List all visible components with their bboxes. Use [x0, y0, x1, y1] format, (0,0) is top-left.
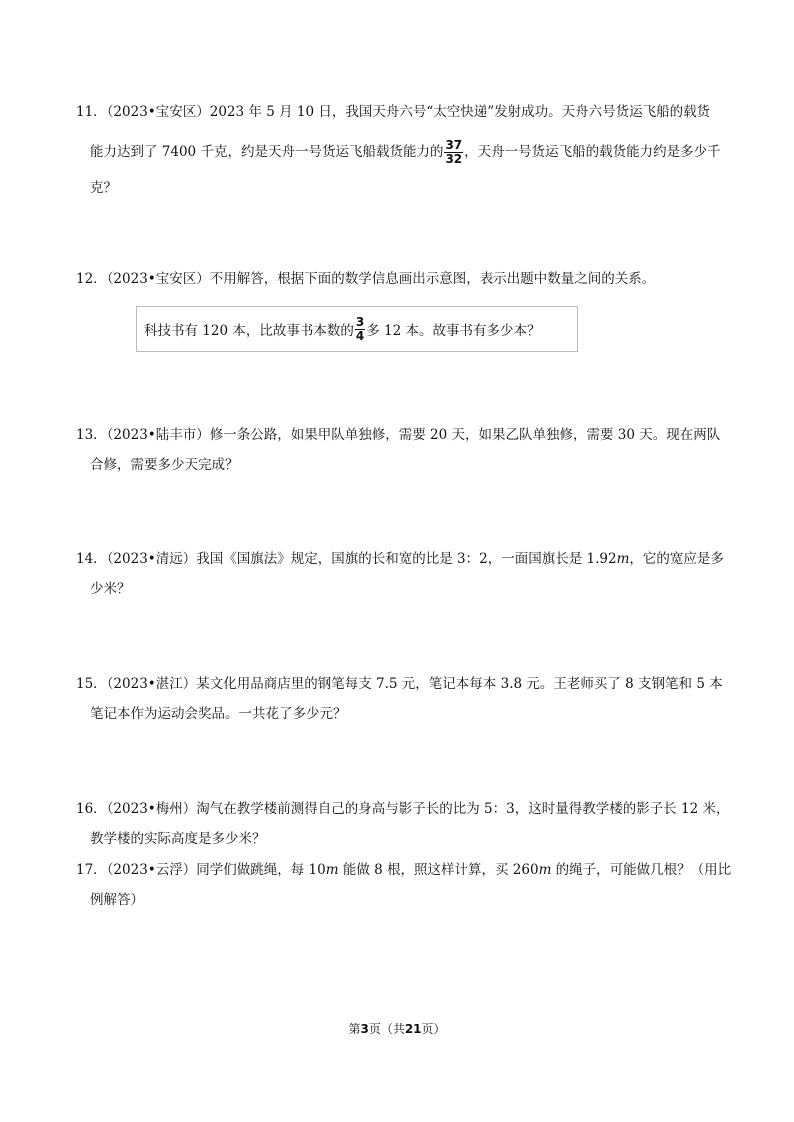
total-pages: 21: [404, 1022, 422, 1036]
question-11: [76, 94, 726, 206]
fraction: [355, 316, 365, 343]
question-11-line-1: [76, 94, 726, 130]
question-text: 能做 8 根，照这样计算，买 260: [338, 862, 539, 878]
question-17: [76, 852, 732, 918]
info-text: 多 12 本。故事书有多少本？: [366, 323, 541, 339]
question-16: [76, 791, 730, 857]
question-13: [76, 417, 726, 483]
question-text: （2023•云浮）同学们做跳绳，每 10: [106, 862, 326, 878]
fraction-numerator: 37: [445, 138, 463, 152]
footer-text: 页（共: [368, 1022, 405, 1036]
question-number: 15．: [76, 676, 107, 692]
question-12: [76, 261, 726, 297]
question-text: （2023•湛江）某文化用品商店里的钢笔每支 7.5 元，笔记本每本 3.8 元。王老师买了 8 支钢笔和 5 本: [106, 676, 723, 692]
fraction-denominator: 4: [355, 328, 365, 343]
question-14-line-1: [76, 541, 726, 577]
footer-text: 第: [348, 1022, 361, 1036]
question-12-line-1: [76, 261, 726, 297]
question-text: ，天舟一号货运飞船的载货能力约是多少千: [464, 144, 721, 160]
unit-meter: m: [325, 862, 339, 878]
question-15-line-2: 笔记本作为运动会奖品。一共花了多少元？: [90, 706, 347, 722]
unit-meter: m: [538, 862, 552, 878]
question-14-line-2: 少米？: [90, 581, 131, 597]
question-text: （2023•陆丰市）修一条公路，如果甲队单独修，需要 20 天，如果乙队单独修，需要 30 天。现在两队: [106, 427, 721, 443]
question-number: 13．: [76, 427, 107, 443]
question-number: 11．: [76, 104, 107, 120]
question-11-line-3: 克？: [90, 180, 117, 196]
question-14: [76, 541, 726, 607]
question-text: （2023•清远）我国《国旗法》规定，国旗的长和宽的比是 3：2，一面国旗长是 1.92: [106, 551, 617, 567]
fraction-denominator: 32: [445, 152, 463, 166]
info-text: 科技书有 120 本，比故事书本数的: [144, 323, 354, 339]
fraction: [444, 139, 463, 166]
question-text: 的绳子，可能做几根？（用比: [551, 862, 732, 878]
question-17-line-2: 例解答）: [90, 892, 144, 908]
question-number: 16．: [76, 801, 107, 817]
question-number: 12．: [76, 271, 107, 287]
question-number: 14．: [76, 551, 107, 567]
question-text: （2023•宝安区）不用解答，根据下面的数学信息画出示意图，表示出题中数量之间的关系。: [106, 271, 656, 287]
unit-meter: m: [616, 551, 630, 567]
page-footer: [0, 1020, 794, 1037]
page-number: 3: [360, 1022, 369, 1036]
footer-text: 页）: [421, 1022, 446, 1036]
question-text: （2023•宝安区）2023 年 5 月 10 日，我国天舟六号“太空快递”发射成功。天舟六号货运飞船的载货: [106, 104, 711, 120]
question-11-line-2: [76, 134, 726, 170]
question-13-line-2: 合修，需要多少天完成？: [90, 457, 239, 473]
fraction-numerator: 3: [355, 314, 365, 329]
question-16-line-2: 教学楼的实际高度是多少米？: [90, 831, 266, 847]
info-box: [136, 306, 578, 352]
question-text: ，它的宽应是多: [629, 551, 724, 567]
question-text: （2023•梅州）淘气在教学楼前测得自己的身高与影子长的比为 5：3，这时量得教学楼的影子长 12 米，: [106, 801, 730, 817]
question-15: [76, 666, 726, 732]
question-text: 能力达到了 7400 千克，约是天舟一号货运飞船载货能力的: [90, 144, 444, 160]
question-17-line-1: [76, 852, 732, 888]
question-number: 17．: [76, 862, 107, 878]
